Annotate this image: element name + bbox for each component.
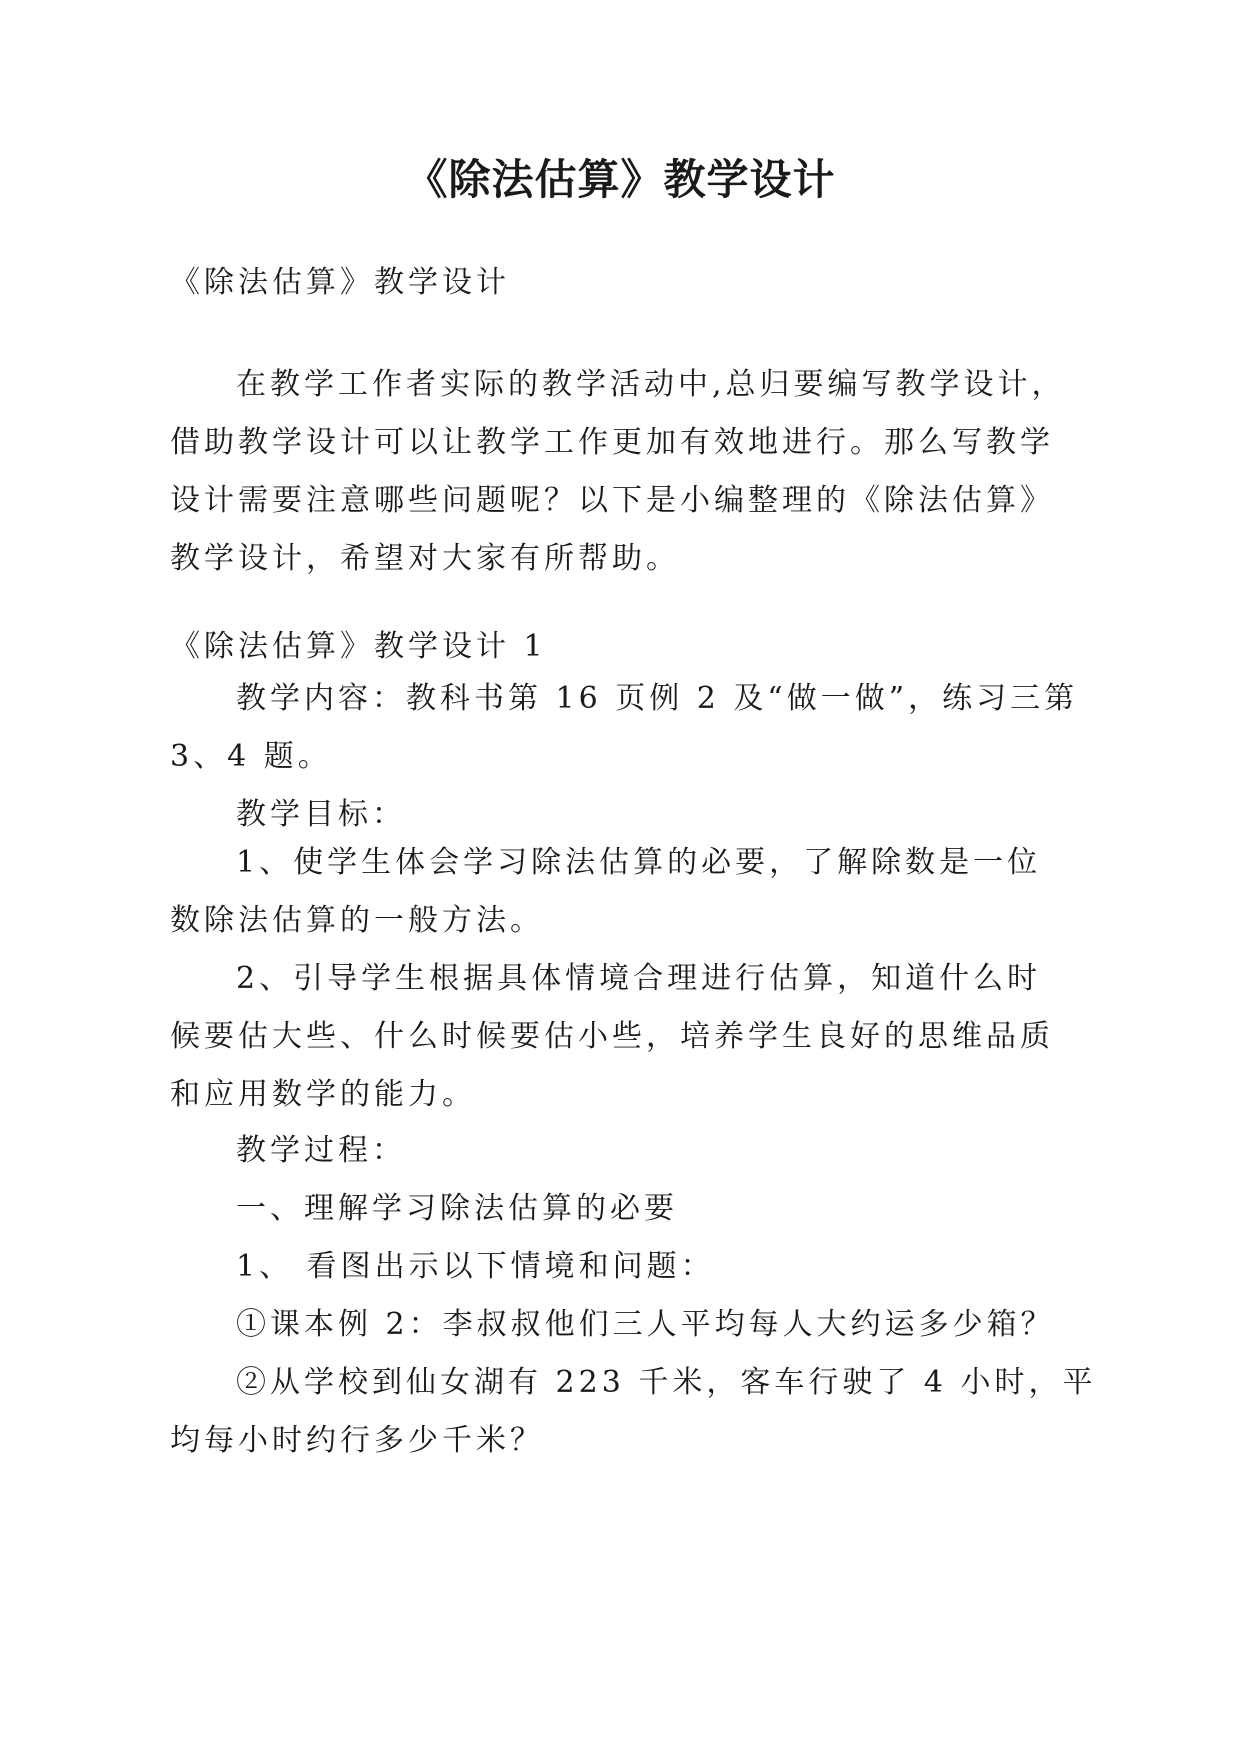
intro-line: 借助教学设计可以让教学工作更加有效地进行。那么写教学 bbox=[170, 425, 1054, 460]
question-2 bbox=[170, 1354, 1097, 1470]
content-line: 教学内容：教科书第 16 页例 2 及“做一做”，练习三第 bbox=[236, 681, 1079, 716]
objectives-label: 教学目标： bbox=[236, 797, 406, 832]
question-line: 均每小时约行多少千米？ bbox=[170, 1423, 544, 1458]
objective-2 bbox=[170, 950, 1054, 1124]
content-line: 3、4 题。 bbox=[170, 739, 332, 774]
objective-1 bbox=[170, 834, 1040, 950]
content-paragraph bbox=[170, 670, 1079, 786]
objective-line: 1、使学生体会学习除法估算的必要，了解除数是一位 bbox=[236, 845, 1042, 880]
question-line: ②从学校到仙女湖有 223 千米，客车行驶了 4 小时，平 bbox=[236, 1365, 1097, 1400]
question-1: ①课本例 2：李叔叔他们三人平均每人大约运多少箱？ bbox=[236, 1307, 1055, 1342]
objective-line: 候要估大些、什么时候要估小些，培养学生良好的思维品质 bbox=[170, 1019, 1054, 1054]
section-heading: 《除法估算》教学设计 1 bbox=[170, 629, 547, 664]
document-subtitle: 《除法估算》教学设计 bbox=[170, 265, 510, 300]
objective-line: 数除法估算的一般方法。 bbox=[170, 903, 544, 938]
intro-line: 设计需要注意哪些问题呢？以下是小编整理的《除法估算》 bbox=[170, 483, 1054, 518]
document-title: 《除法估算》教学设计 bbox=[405, 155, 836, 204]
step1-heading: 一、理解学习除法估算的必要 bbox=[236, 1191, 678, 1226]
process-label: 教学过程： bbox=[236, 1133, 406, 1168]
intro-paragraph bbox=[170, 356, 1066, 588]
intro-line: 教学设计，希望对大家有所帮助。 bbox=[170, 541, 680, 576]
objective-line: 和应用数学的能力。 bbox=[170, 1077, 476, 1112]
step1-item: 1、 看图出示以下情境和问题： bbox=[236, 1249, 715, 1284]
objective-line: 2、引导学生根据具体情境合理进行估算，知道什么时 bbox=[236, 961, 1042, 996]
intro-line: 在教学工作者实际的教学活动中,总归要编写教学设计， bbox=[236, 367, 1066, 402]
